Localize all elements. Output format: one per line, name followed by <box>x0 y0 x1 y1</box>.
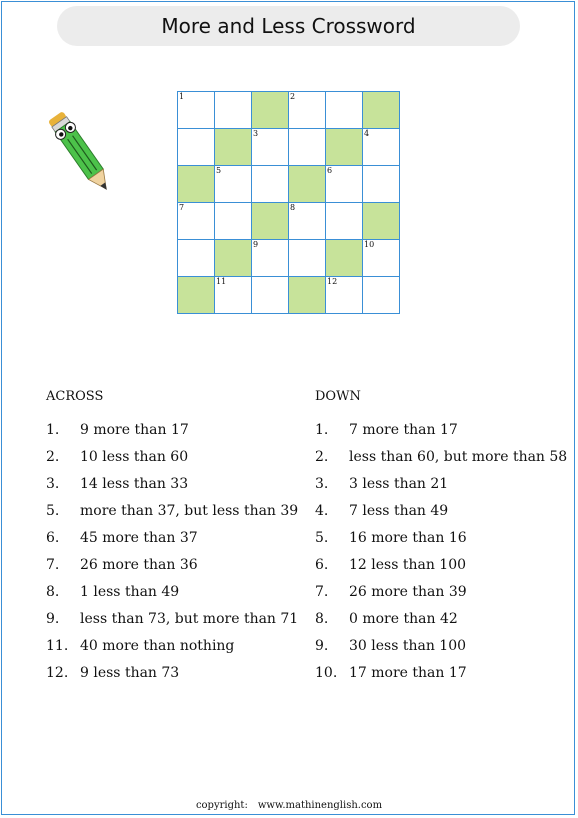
clue-text: 14 less than 33 <box>80 476 189 492</box>
clue-number: 6. <box>315 557 329 573</box>
clue-number: 1. <box>315 422 329 438</box>
clue-number: 5. <box>315 530 329 546</box>
grid-row <box>178 203 400 240</box>
across-clue <box>46 584 296 611</box>
clue-number: 4. <box>315 503 329 519</box>
grid-cell[interactable] <box>252 129 289 166</box>
down-clue <box>315 530 565 557</box>
grid-cell[interactable] <box>178 203 215 240</box>
cell-number: 2 <box>290 92 296 101</box>
across-clue <box>46 449 296 476</box>
grid-cell-shaded <box>363 92 400 129</box>
across-clue <box>46 557 296 584</box>
clue-text: 9 more than 17 <box>80 422 189 438</box>
down-clue <box>315 638 565 665</box>
grid-cell[interactable] <box>363 166 400 203</box>
cell-number: 5 <box>216 166 222 175</box>
grid-cell[interactable] <box>215 203 252 240</box>
clue-text: 7 more than 17 <box>349 422 458 438</box>
cell-number: 6 <box>327 166 333 175</box>
pencil-icon <box>46 102 116 204</box>
down-heading: DOWN <box>315 389 361 404</box>
copyright-site: www.mathinenglish.com <box>257 800 383 811</box>
grid-cell-shaded <box>326 240 363 277</box>
across-clue-list <box>46 422 299 692</box>
clue-number: 6. <box>46 530 60 546</box>
copyright-label: copyright: <box>195 800 248 811</box>
cell-number: 9 <box>253 240 259 249</box>
grid-cell-shaded <box>215 240 252 277</box>
clue-number: 7. <box>46 557 60 573</box>
grid-cell[interactable] <box>326 166 363 203</box>
across-clue <box>46 665 296 692</box>
grid-cell[interactable] <box>252 277 289 314</box>
grid-cell[interactable] <box>215 277 252 314</box>
clue-text: 12 less than 100 <box>349 557 467 573</box>
down-clue <box>315 611 565 638</box>
clue-text: 17 more than 17 <box>349 665 467 681</box>
clue-number: 8. <box>46 584 60 600</box>
grid-cell[interactable] <box>326 92 363 129</box>
grid-cell[interactable] <box>326 203 363 240</box>
across-clue <box>46 638 296 665</box>
grid-cell[interactable] <box>215 92 252 129</box>
clue-text: 0 more than 42 <box>349 611 458 627</box>
page-title: More and Less Crossword <box>161 14 416 38</box>
clue-text: 26 more than 39 <box>349 584 467 600</box>
clue-number: 9. <box>46 611 60 627</box>
clue-text: 16 more than 16 <box>349 530 467 546</box>
clue-number: 2. <box>315 449 329 465</box>
clue-number: 1. <box>46 422 60 438</box>
grid-cell-shaded <box>289 166 326 203</box>
cell-number: 1 <box>179 92 185 101</box>
clue-text: 10 less than 60 <box>80 449 189 465</box>
grid-cell[interactable] <box>363 240 400 277</box>
clue-number: 7. <box>315 584 329 600</box>
across-clue <box>46 530 296 557</box>
clue-number: 5. <box>46 503 60 519</box>
clue-number: 9. <box>315 638 329 654</box>
clue-text: 9 less than 73 <box>80 665 180 681</box>
grid-cell[interactable] <box>363 277 400 314</box>
cell-number: 7 <box>179 203 185 212</box>
clue-number: 11. <box>46 638 69 654</box>
cell-number: 8 <box>290 203 296 212</box>
cell-number: 10 <box>364 240 375 249</box>
across-clue <box>46 611 299 638</box>
grid-cell-shaded <box>363 203 400 240</box>
grid-cell-shaded <box>326 129 363 166</box>
grid-cell[interactable] <box>289 92 326 129</box>
down-clue <box>315 557 565 584</box>
across-heading: ACROSS <box>46 389 104 404</box>
clue-text: 45 more than 37 <box>80 530 198 546</box>
grid-cell[interactable] <box>363 129 400 166</box>
grid-cell[interactable] <box>178 129 215 166</box>
clue-number: 3. <box>315 476 329 492</box>
across-clue <box>46 476 296 503</box>
grid-row <box>178 240 400 277</box>
clue-text: 30 less than 100 <box>349 638 467 654</box>
cell-number: 4 <box>364 129 370 138</box>
clue-number: 2. <box>46 449 60 465</box>
down-clue <box>315 503 565 530</box>
clue-text: 3 less than 21 <box>349 476 449 492</box>
grid-cell[interactable] <box>326 277 363 314</box>
cell-number: 11 <box>216 277 227 286</box>
clue-text: 7 less than 49 <box>349 503 449 519</box>
grid-cell-shaded <box>252 92 289 129</box>
down-clue <box>315 476 565 503</box>
grid-cell[interactable] <box>252 240 289 277</box>
clue-text: 26 more than 36 <box>80 557 198 573</box>
title-bar <box>57 6 520 46</box>
grid-cell[interactable] <box>289 203 326 240</box>
clue-number: 8. <box>315 611 329 627</box>
grid-cell-shaded <box>178 277 215 314</box>
cell-number: 3 <box>253 129 259 138</box>
down-clue <box>315 584 565 611</box>
down-clue-list <box>315 422 568 692</box>
grid-row <box>178 129 400 166</box>
copyright-footer <box>0 800 578 811</box>
grid-row <box>178 277 400 314</box>
grid-cell[interactable] <box>215 166 252 203</box>
clue-text: 1 less than 49 <box>80 584 180 600</box>
clue-text: more than 37, but less than 39 <box>80 503 299 519</box>
grid-cell[interactable] <box>289 240 326 277</box>
clue-number: 3. <box>46 476 60 492</box>
grid-cell[interactable] <box>289 129 326 166</box>
grid-row <box>178 166 400 203</box>
clue-text: 40 more than nothing <box>80 638 235 654</box>
across-clue <box>46 503 299 530</box>
down-clue <box>315 665 565 692</box>
clue-text: less than 73, but more than 71 <box>80 611 299 627</box>
grid-cell-shaded <box>215 129 252 166</box>
grid-cell[interactable] <box>178 92 215 129</box>
clue-number: 10. <box>315 665 338 681</box>
grid-cell-shaded <box>178 166 215 203</box>
grid-cell[interactable] <box>178 240 215 277</box>
clue-number: 12. <box>46 665 69 681</box>
across-clue <box>46 422 296 449</box>
grid-cell[interactable] <box>252 166 289 203</box>
crossword-grid <box>177 91 400 314</box>
down-clue <box>315 422 565 449</box>
clue-text: less than 60, but more than 58 <box>349 449 568 465</box>
grid-row <box>178 92 400 129</box>
grid-cell-shaded <box>252 203 289 240</box>
grid-cell-shaded <box>289 277 326 314</box>
down-clue <box>315 449 568 476</box>
cell-number: 12 <box>327 277 338 286</box>
